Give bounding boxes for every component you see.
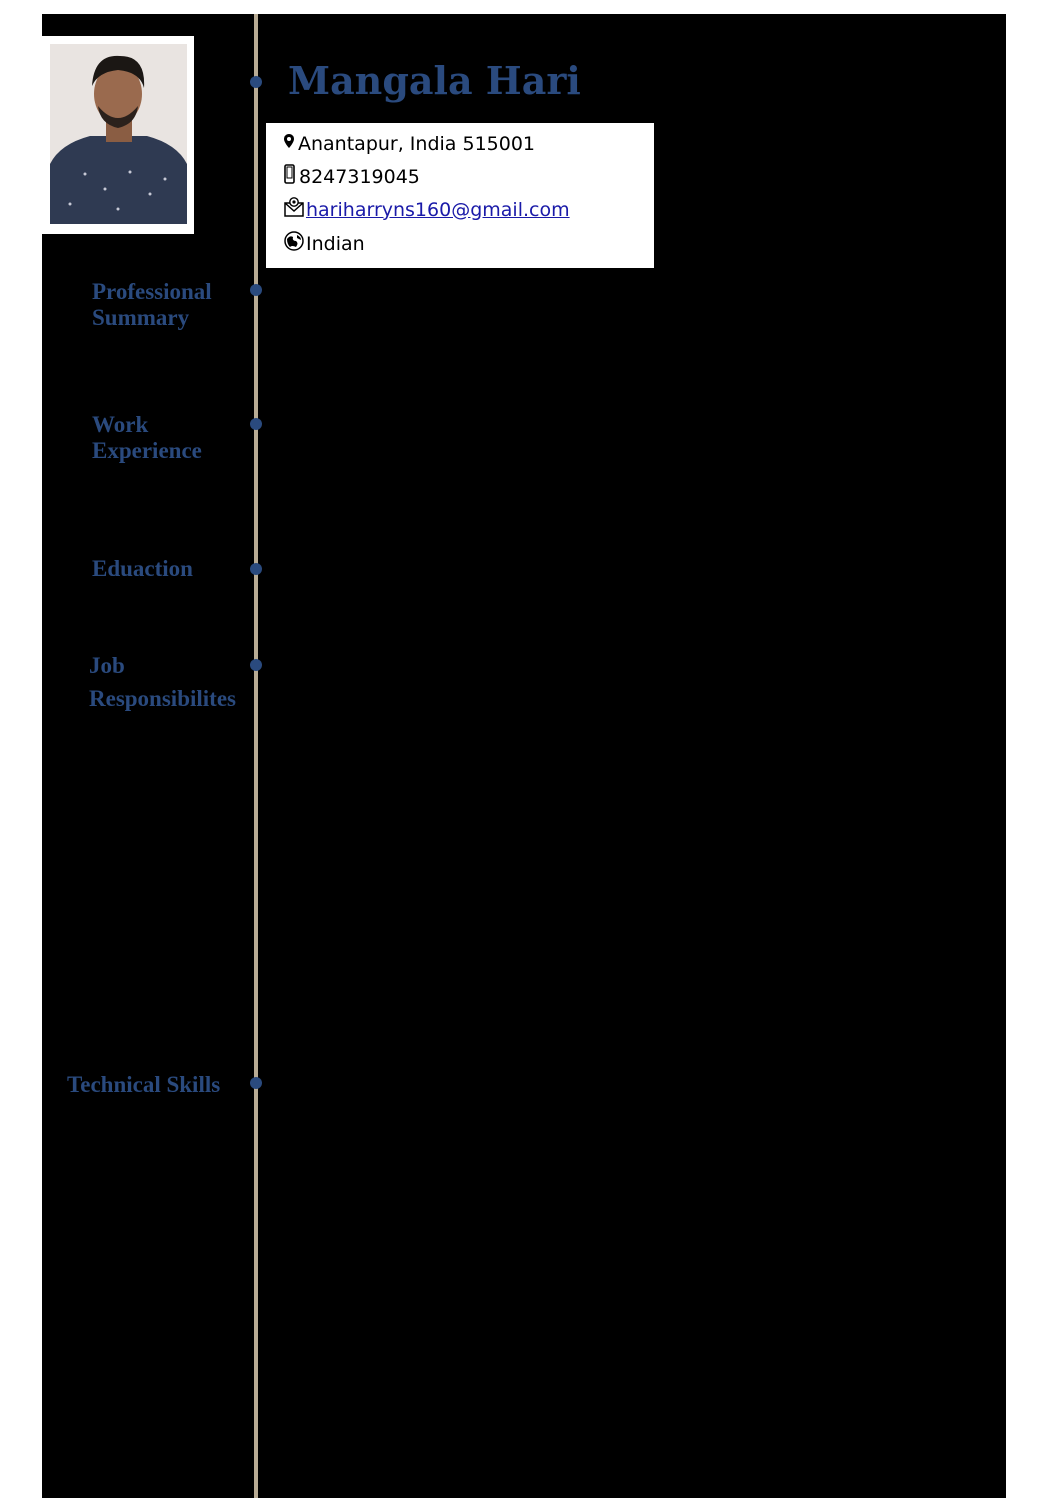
contact-box (266, 123, 654, 268)
work-experience-line1: Work (92, 412, 149, 437)
timeline-line (254, 14, 258, 1498)
email-link[interactable]: hariharryns160@gmail.com (306, 198, 570, 221)
job-responsibilities-line2: Responsibilites (89, 686, 236, 711)
person-avatar-icon (50, 44, 187, 224)
location-text: Anantapur, India 515001 (298, 133, 536, 155)
timeline-dot-name (250, 76, 262, 88)
profile-photo (50, 44, 187, 224)
timeline-dot-professional-summary (250, 284, 262, 296)
globe-icon (284, 231, 304, 256)
map-pin-icon (284, 133, 294, 155)
nationality-text: Indian (306, 232, 365, 255)
contact-location (284, 133, 535, 155)
contact-phone (284, 164, 420, 189)
timeline-dot-education (250, 563, 262, 575)
section-heading-education: Eduaction (92, 556, 193, 581)
job-responsibilities-line1: Job (89, 653, 125, 678)
phone-text: 8247319045 (299, 165, 420, 188)
timeline-dot-job-responsibilities (250, 659, 262, 671)
section-heading-job-responsibilities (89, 649, 236, 715)
candidate-name: Mangala Hari (288, 58, 581, 103)
mobile-phone-icon (284, 164, 295, 189)
timeline-dot-technical-skills (250, 1077, 262, 1089)
professional-summary-line2: Summary (92, 305, 190, 330)
section-heading-professional-summary (92, 279, 212, 331)
contact-nationality (284, 231, 365, 256)
section-heading-work-experience (92, 412, 202, 464)
professional-summary-line1: Professional (92, 279, 212, 304)
contact-email (284, 197, 570, 222)
work-experience-line2: Experience (92, 438, 202, 463)
mail-icon (284, 197, 304, 222)
timeline-dot-work-experience (250, 418, 262, 430)
section-heading-technical-skills: Technical Skills (67, 1072, 221, 1097)
